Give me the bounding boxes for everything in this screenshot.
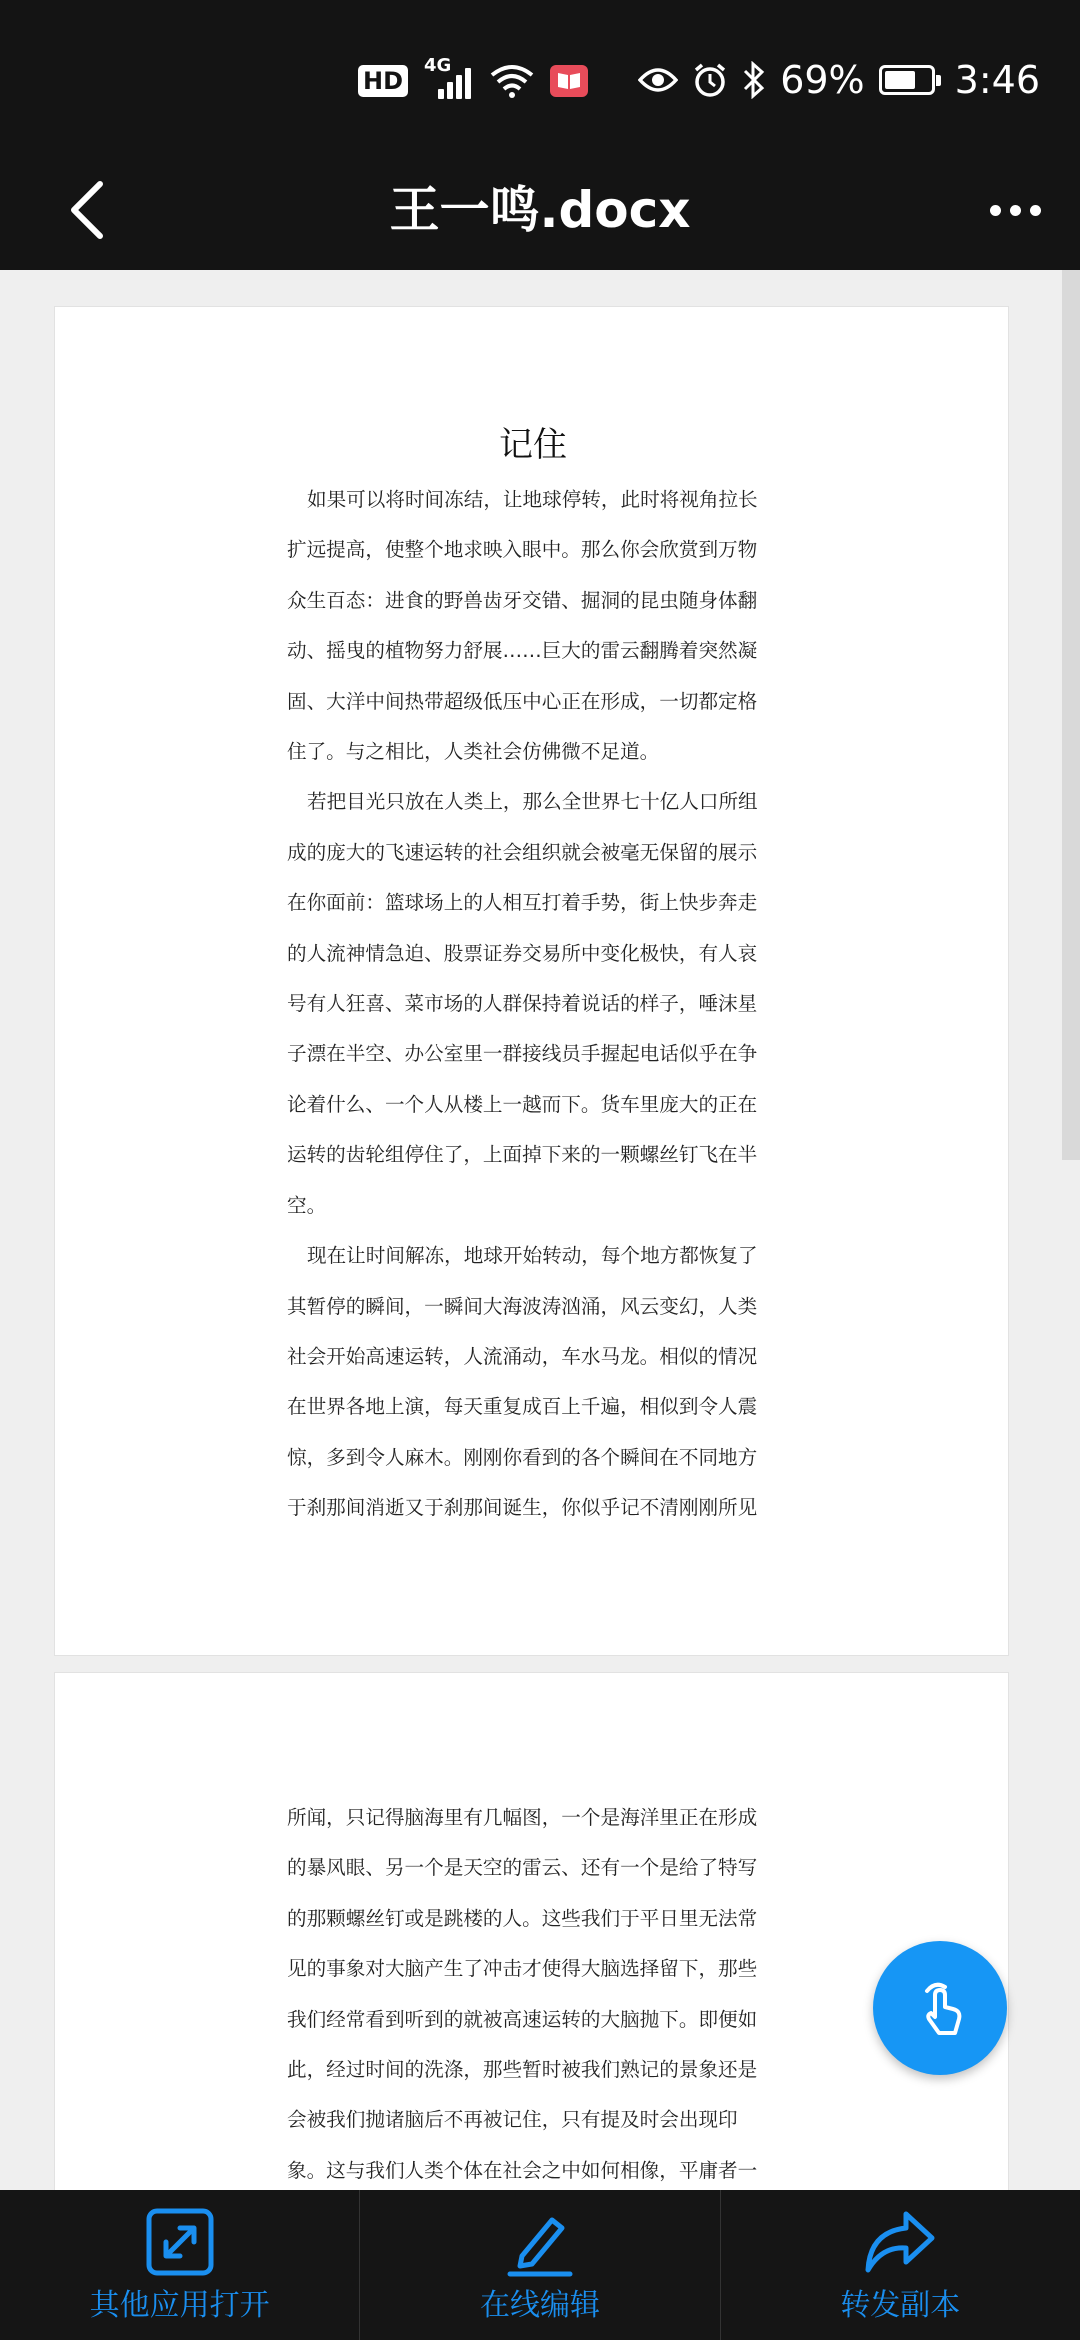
text-line: 动、摇曳的植物努力舒展……巨大的雷云翻腾着突然凝: [287, 639, 758, 663]
online-edit-button[interactable]: [359, 2190, 719, 2340]
network-type-label: 4G: [424, 55, 452, 76]
signal-icon: [424, 55, 474, 103]
floating-touch-button[interactable]: [873, 1941, 1007, 2075]
eye-icon: [638, 66, 678, 94]
forward-copy-label: 转发副本: [840, 2288, 961, 2323]
page-2-content: [287, 1793, 779, 2190]
text-line: 号有人狂喜、菜市场的人群保持着说话的样子，唾沫星: [287, 992, 758, 1016]
alarm-icon: [692, 62, 728, 98]
text-line: 的那颗螺丝钉或是跳楼的人。这些我们于平日里无法常: [287, 1906, 758, 1930]
text-line: 的暴风眼、另一个是天空的雷云、还有一个是给了特写: [287, 1856, 758, 1880]
bluetooth-icon: [742, 61, 766, 99]
online-edit-label: 在线编辑: [479, 2288, 600, 2323]
paragraph-2: [287, 777, 779, 1231]
status-bar: [0, 0, 1080, 150]
paragraph-4: [287, 1793, 779, 2190]
open-external-icon: [144, 2206, 216, 2278]
text-line: 见的事象对大脑产生了冲击才使得大脑选择留下，那些: [287, 1957, 758, 1981]
battery-percent: 69%: [780, 58, 865, 102]
bottom-toolbar: [0, 2190, 1080, 2340]
battery-fill: [885, 71, 915, 89]
touch-gesture-icon: [905, 1973, 975, 2043]
text-line: 现在让时间解冻，地球开始转动，每个地方都恢复了: [307, 1244, 758, 1268]
scrollbar[interactable]: [1062, 270, 1080, 1160]
text-line: 子漂在半空、办公室里一群接线员手握起电话似乎在争: [287, 1042, 758, 1066]
paragraph-3: [287, 1231, 779, 1533]
text-line: 固、大洋中间热带超级低压中心正在形成，一切都定格: [287, 689, 758, 713]
forward-copy-button[interactable]: [720, 2190, 1080, 2340]
wifi-icon: [490, 63, 534, 99]
document-page-2: [54, 1672, 1009, 2190]
text-line: 住了。与之相比，人类社会仿佛微不足道。: [287, 740, 660, 764]
text-line: 惊，多到令人麻木。刚刚你看到的各个瞬间在不同地方: [287, 1445, 758, 1469]
text-line: 若把目光只放在人类上，那么全世界七十亿人口所组: [307, 790, 758, 814]
text-line: 社会开始高速运转，人流涌动，车水马龙。相似的情况: [287, 1344, 758, 1368]
clock: 3:46: [954, 58, 1040, 102]
forward-share-icon: [862, 2206, 938, 2278]
text-line: 成的庞大的飞速运转的社会组织就会被毫无保留的展示: [287, 840, 758, 864]
document-heading: 记住: [499, 425, 567, 465]
text-line: 于刹那间消逝又于刹那间诞生，你似乎记不清刚刚所见: [287, 1496, 758, 1520]
title-bar: [0, 150, 1080, 270]
edit-pen-icon: [504, 2206, 576, 2278]
text-line: 在世界各地上演，每天重复成百上千遍，相似到令人震: [287, 1395, 758, 1419]
hd-icon: HD: [358, 65, 408, 97]
more-button[interactable]: [980, 178, 1050, 242]
text-line: 我们经常看到听到的就被高速运转的大脑抛下。即便如: [287, 2007, 758, 2031]
text-line: 众生百态：进食的野兽齿牙交错、掘洞的昆虫随身体翻: [287, 588, 758, 612]
document-viewer[interactable]: [0, 270, 1080, 2190]
page-1-content: [287, 417, 779, 1534]
status-left-group: [358, 56, 588, 106]
paragraph-1: [287, 475, 779, 777]
text-line: 此，经过时间的洗涤，那些暂时被我们熟记的景象还是: [287, 2058, 758, 2082]
open-with-other-app-button[interactable]: [0, 2190, 359, 2340]
status-right-group: [638, 52, 1040, 108]
text-line: 象。这与我们人类个体在社会之中如何相像，平庸者一: [287, 2158, 758, 2182]
text-line: 运转的齿轮组停住了，上面掉下来的一颗螺丝钉飞在半: [287, 1143, 758, 1167]
text-line: 扩远提高，使整个地求映入眼中。那么你会欣赏到万物: [287, 538, 758, 562]
text-line: 所闻，只记得脑海里有几幅图，一个是海洋里正在形成: [287, 1806, 758, 1829]
text-line: 空。: [287, 1193, 327, 1217]
reader-app-icon: [550, 65, 588, 97]
document-page-1: [54, 306, 1009, 1656]
page-title: 王一鸣.docx: [389, 181, 691, 239]
text-line: 其暂停的瞬间，一瞬间大海波涛汹涌，风云变幻，人类: [287, 1294, 758, 1318]
text-line: 论着什么、一个人从楼上一越而下。货车里庞大的正在: [287, 1092, 758, 1116]
battery-icon: [879, 65, 935, 95]
text-line: 会被我们抛诸脑后不再被记住，只有提及时会出现印: [287, 2108, 738, 2132]
more-icon: [990, 205, 1001, 216]
text-line: 在你面前：篮球场上的人相互打着手势，街上快步奔走: [287, 891, 758, 915]
text-line: 的人流神情急迫、股票证券交易所中变化极快，有人哀: [287, 941, 758, 965]
text-line: 如果可以将时间冻结，让地球停转，此时将视角拉长: [307, 488, 758, 511]
open-with-other-app-label: 其他应用打开: [89, 2288, 270, 2323]
